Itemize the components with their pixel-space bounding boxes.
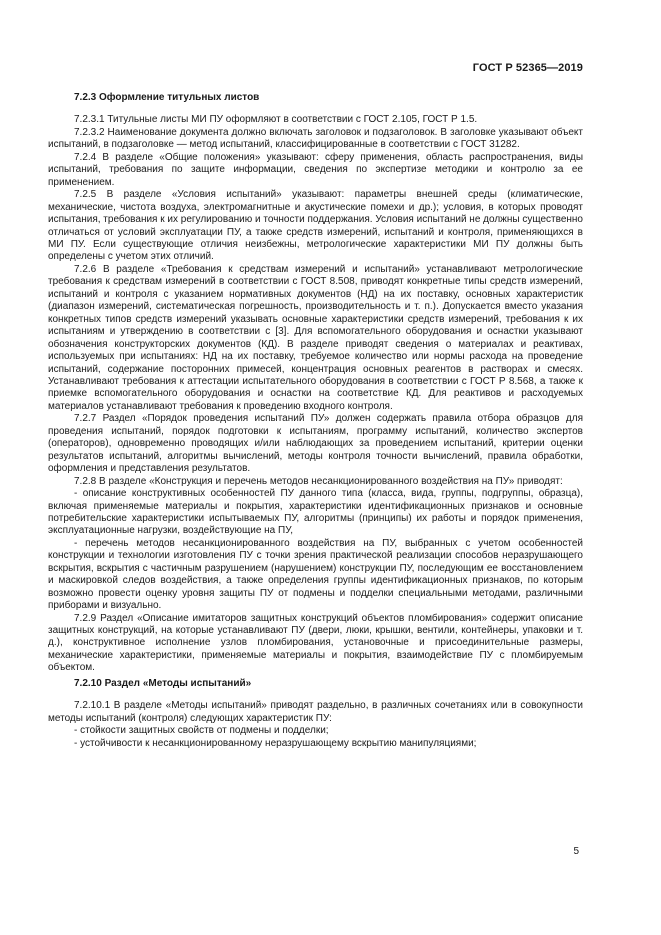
paragraph-7-2-3-1: 7.2.3.1 Титульные листы МИ ПУ оформляют в соответствии с ГОСТ 2.105, ГОСТ Р 1.5. [74,114,478,126]
paragraph-7-2-6: 7.2.6 В разделе «Требования к средствам измерений и испытаний» устанавливают метрологические требования к средствам измерений в соответствии с ГОСТ 8.508, приводят конкретные типы средств измерений, испытаний и контроля с указанием нормативных документов (НД) на их поставку, основных характеристик (диапазон измерений, систематическая погрешность, производительность и т. п.). Допускается вместо указания конкретных типов средств измерений указывать основные характеристики средств измерений, требования к их испытаниям и утверждению в соответствии с [3]. Для вспомогательного оборудования и оснастки указывают обозначения конструкторских документов (КД). В разделе приводят сведения о материалах и реактивах, используемых при испытаниях: НД на их поставку, требуемое количество или нормы расхода на проведение испытаний, содержание посторонних примесей, концентрация основных реагентов в растворах и смесях. Устанавливают требования к аттестации испытательного оборудования в соответствии с ГОСТ Р 8.568, а также к приемке вспомогательного оборудования и оснастки на соответствие КД. Для реактивов и расходуемых материалов устанавливают требования к проведению входного контроля. [48,263,583,412]
paragraph-7-2-9: 7.2.9 Раздел «Описание имитаторов защитных конструкций объектов пломбирования» содержит описание защитных конструкций, на которые устанавливают ПУ (двери, люки, крышки, вентили, контейнеры, упаковки и т. д.), конструктивное исполнение узлов пломбирования, установочные и присоединительные размеры, механические характеристики, применяемые материалы и покрытия, взаимодействие ПУ с пломбируемым объектом. [48,612,583,674]
standard-designation: ГОСТ Р 52365—2019 [472,62,583,74]
document-body [48,92,583,750]
section-heading-7-2-3: 7.2.3 Оформление титульных листов [74,92,260,103]
paragraph-7-2-4: 7.2.4 В разделе «Общие положения» указывают: сферу применения, область распространения, виды испытаний, требования по защите информации, сведения по экспертизе методики и контролю за ее применением. [48,151,583,188]
paragraph-7-2-3-2: 7.2.3.2 Наименование документа должно включать заголовок и подзаголовок. В заголовке указывают объект испытаний, в подзаголовке — метод испытаний, классифицированные в соответствии с ГОСТ 31282. [48,126,583,151]
paragraph-7-2-8: 7.2.8 В разделе «Конструкция и перечень методов несанкционированного воздействия на ПУ» приводят: [74,475,563,487]
paragraph-7-2-10-1: 7.2.10.1 В разделе «Методы испытаний» приводят раздельно, в различных сочетаниях или в совокупности методы испытаний (контроля) следующих характеристик ПУ: [48,700,583,724]
list-item: - описание конструктивных особенностей ПУ данного типа (класса, вида, группы, подгруппы, образца), включая применяемые материалы и покрытия, характеристики идентификационных признаков и основные потребительские характеристики испытываемых ПУ, алгоритмы (принципы) их работы и порядок применения, эксплуатационные нагрузки, воздействующие на ПУ, [48,488,583,537]
list-item: - перечень методов несанкционированного воздействия на ПУ, выбранных с учетом особенностей конструкции и технологии изготовления ПУ с точки зрения практической реализации способов неразрушающего вскрытия, вскрытия с частичным разрушением (нарушением) конструкции ПУ, последующим ее восстановлением и маскировкой следов воздействия, а также определения группы идентификационных признаков, по которым возможно провести оценку уровня защиты ПУ от подмены и подделки специальными методами, различными приборами и визуально. [48,537,583,612]
list-item: - устойчивости к несанкционированному неразрушающему вскрытию манипуляциями; [74,737,477,749]
list-item: - стойкости защитных свойств от подмены и подделки; [74,725,329,737]
paragraph-7-2-7: 7.2.7 Раздел «Порядок проведения испытаний ПУ» должен содержать правила отбора образцов для проведения испытаний, порядок подготовки к испытаниям, программу испытаний, количество экспертов (операторов), одновременно проводящих и/или наблюдающих за проведением испытаний, критерии оценки результатов испытаний, алгоритмы вычислений, методы контроля точности вычислений, правила обработки, оформления и представления результатов. [48,413,583,475]
section-heading-7-2-10: 7.2.10 Раздел «Методы испытаний» [74,677,252,689]
paragraph-7-2-5: 7.2.5 В разделе «Условия испытаний» указывают: параметры внешней среды (климатические, механические, чистота воздуха, электромагнитные и акустические помехи и др.); условия, в которых проводят испытания, требования к их регулированию и точности поддержания. Условия испытаний не должны существенно отличаться от условий эксплуатации ПУ, а также средств измерений, испытаний и контроля, применяющихся в МИ ПУ. Если существующие отличия неизбежны, метрологические характеристики МИ ПУ должны быть определены с учетом этих отличий. [48,189,583,263]
page-number: 5 [573,846,579,857]
